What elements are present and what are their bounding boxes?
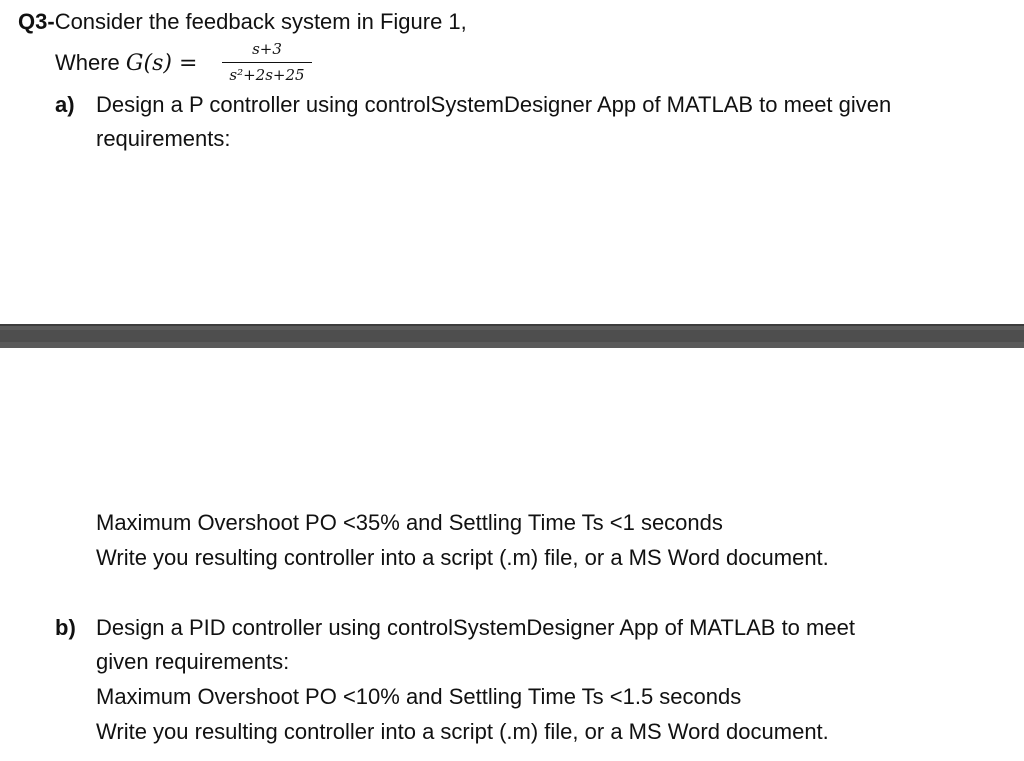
part-a-line2: requirements:	[96, 126, 231, 151]
part-a-line1: Design a P controller using controlSystemDesigner App of MATLAB to meet given	[96, 92, 892, 117]
transfer-function-line	[55, 50, 197, 77]
tf-numerator: s+3	[252, 40, 282, 58]
question-number: Q3-	[18, 9, 55, 34]
part-b-label: b)	[55, 615, 76, 640]
page-divider-inner	[0, 330, 1024, 342]
part-b-instruction: Write you resulting controller into a script (.m) file, or a MS Word document.	[96, 719, 829, 744]
part-a-instruction: Write you resulting controller into a script (.m) file, or a MS Word document.	[96, 545, 829, 570]
part-b-line1: Design a PID controller using controlSystemDesigner App of MATLAB to meet	[96, 615, 855, 640]
part-b-requirement: Maximum Overshoot PO <10% and Settling Time Ts <1.5 seconds	[96, 684, 742, 709]
part-a-label: a)	[55, 92, 75, 117]
tf-lhs: G(s) =	[125, 51, 198, 76]
tf-denominator: s²+2s+25	[229, 66, 305, 84]
fraction-bar	[222, 62, 312, 63]
question-intro: Consider the feedback system in Figure 1,	[54, 9, 467, 34]
question-header	[18, 9, 467, 35]
page-divider	[0, 324, 1024, 348]
part-b-line2: given requirements:	[96, 649, 290, 674]
where-label: Where	[55, 50, 120, 75]
part-a-requirement: Maximum Overshoot PO <35% and Settling Time Ts <1 seconds	[96, 510, 723, 535]
